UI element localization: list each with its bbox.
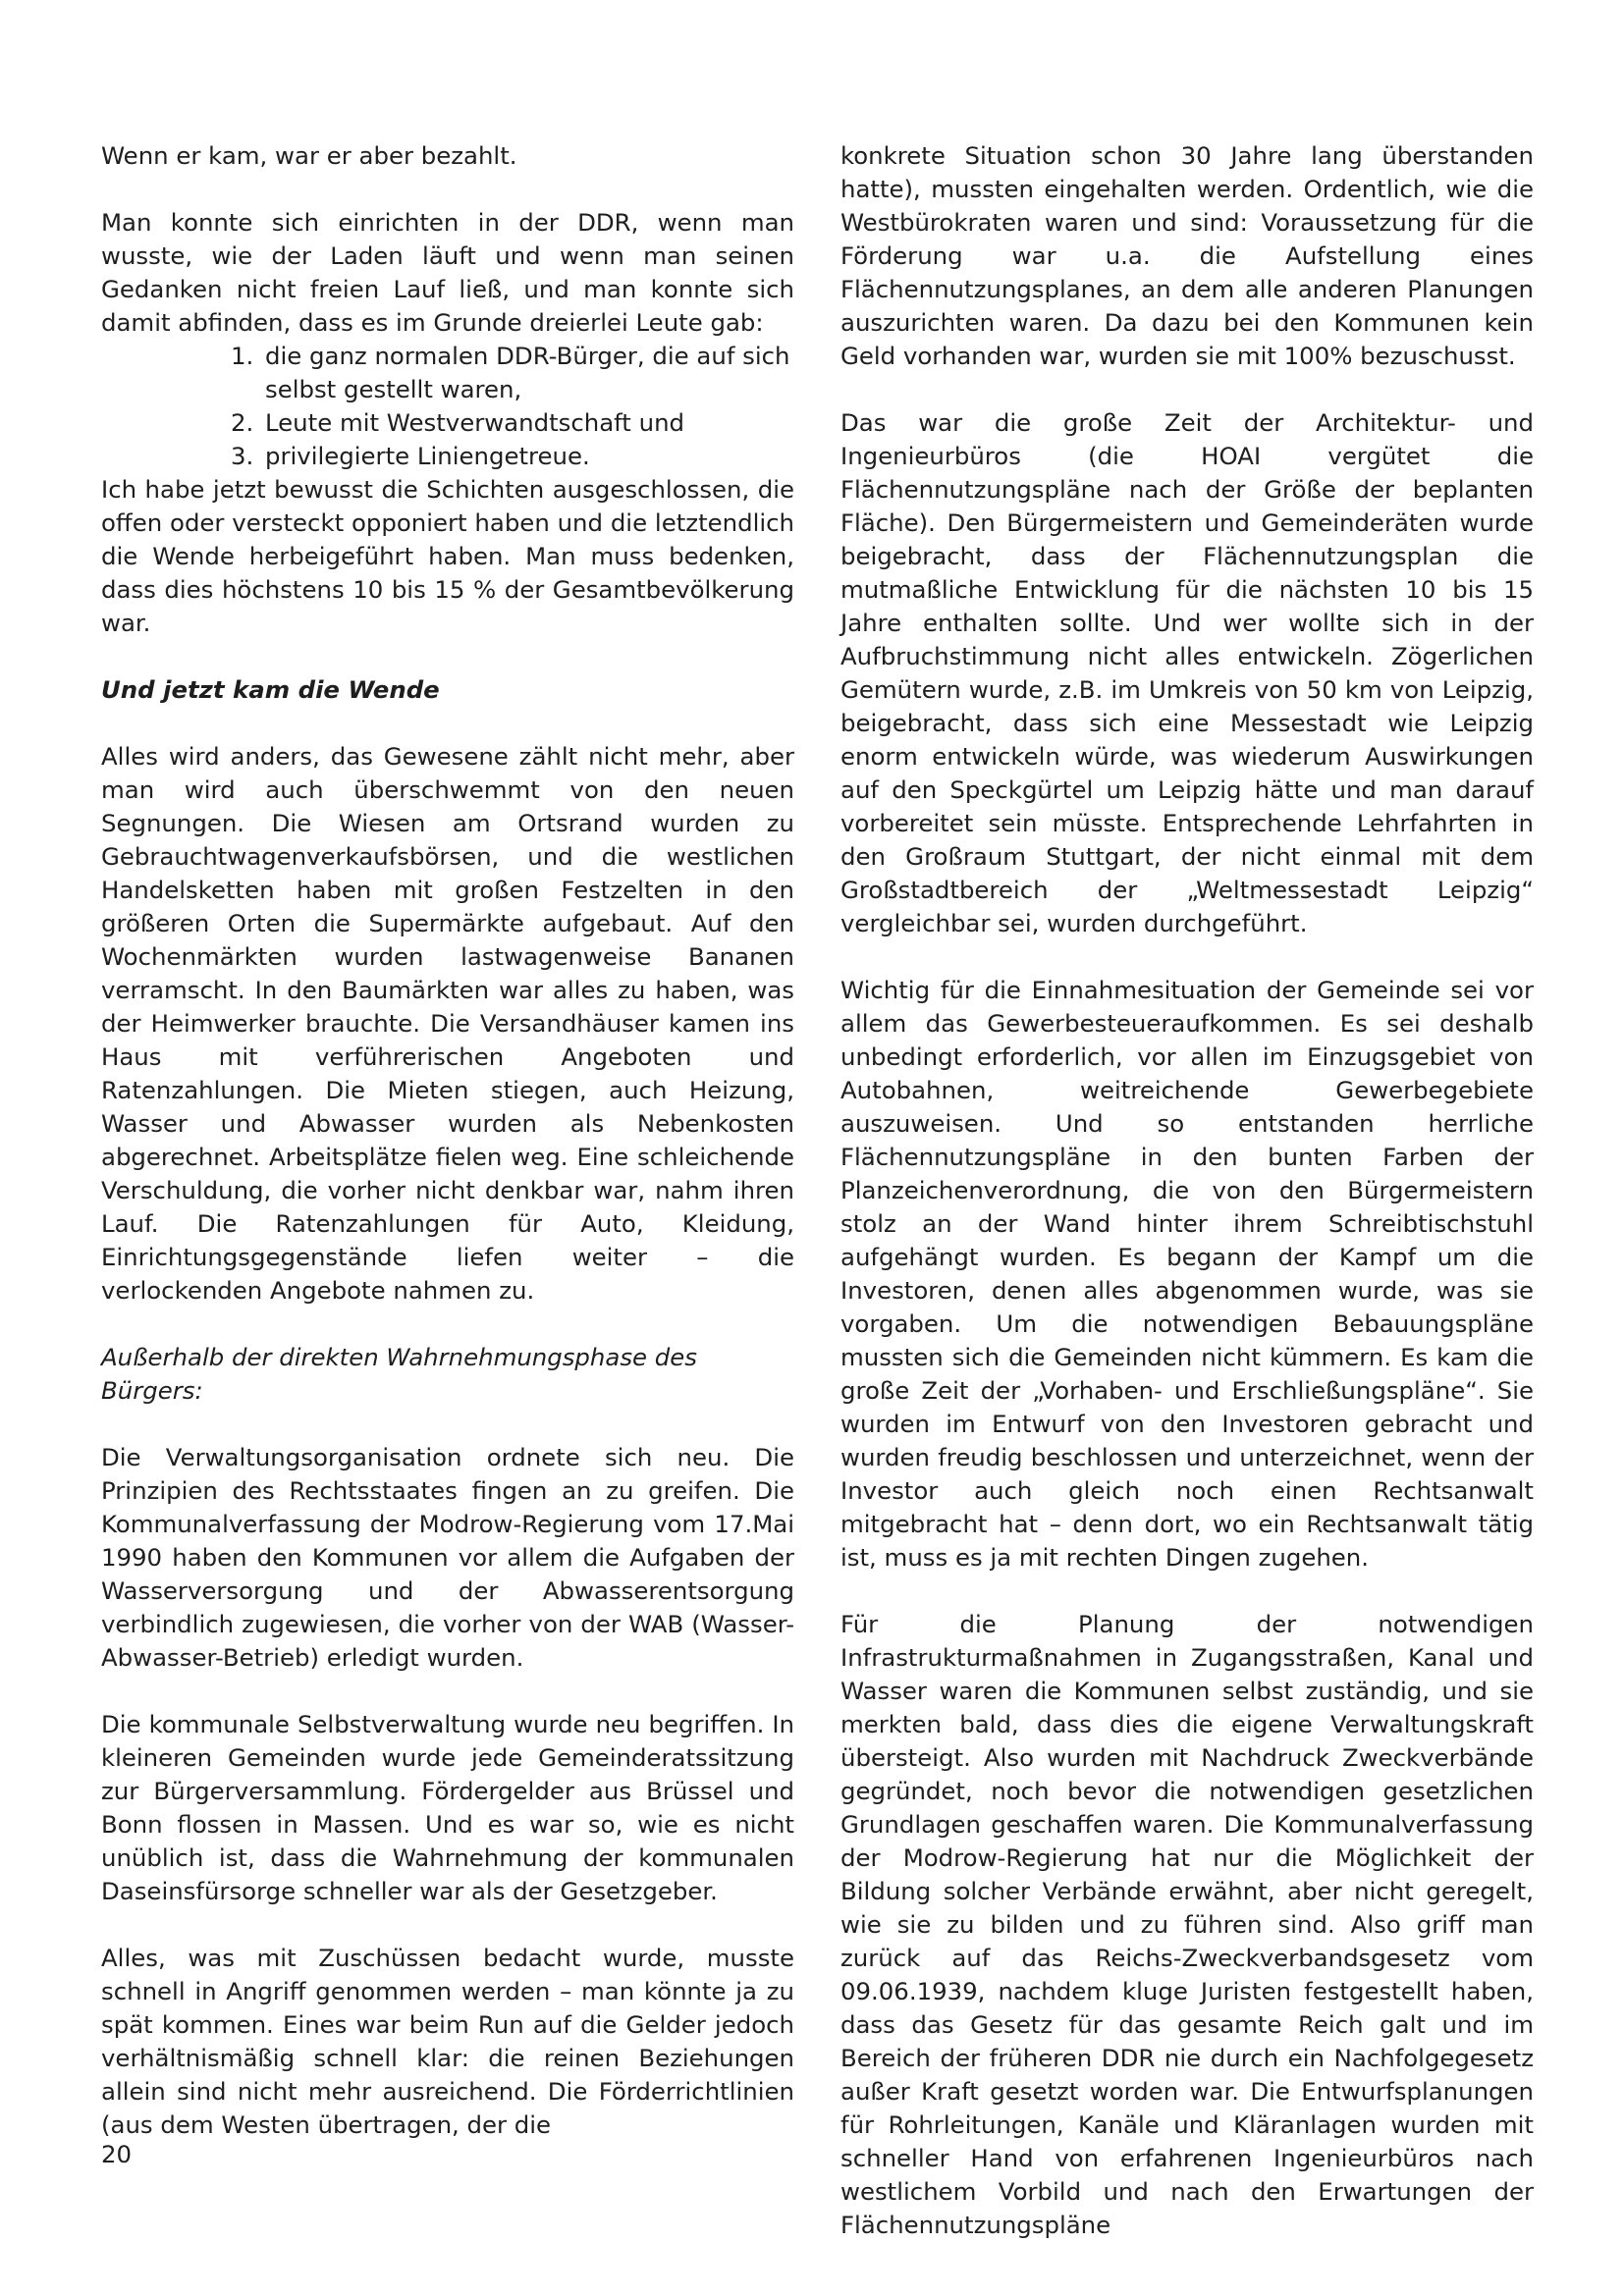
list-item bbox=[231, 340, 794, 406]
subheading: Außerhalb der direkten Wahrnehmungsphase des Bürgers: bbox=[101, 1343, 697, 1405]
paragraph: Alles, was mit Zuschüssen bedacht wurde, musste schnell in Angriff genommen werden – man könnte ja zu spät kommen. Eines war beim Run auf die Gelder jedoch verhältnismäßig schnell klar: die reinen Beziehungen allein sind nicht mehr ausreichend. Die Förderrichtlinien (aus dem Westen übertragen, der die bbox=[101, 1944, 794, 2139]
paragraph: Alles wird anders, das Gewesene zählt nicht mehr, aber man wird auch überschwemmt von den neuen Segnungen. Die Wiesen am Ortsrand wurden zu Gebrauchtwagenverkaufsbörsen, und die westlichen Handelsketten haben mit großen Festzelten in den größeren Orten die Supermärkte aufgebaut. Auf den Wochenmärkten wurden lastwagenweise Bananen verramscht. In den Baumärkten war alles zu haben, was der Heimwerker brauchte. Die Versandhäuser kamen ins Haus mit verführerischen Angeboten und Ratenzahlungen. Die Mieten stiegen, auch Heizung, Wasser und Abwasser wurden als Nebenkosten abgerechnet. Arbeitsplätze fielen weg. Eine schleichende Verschuldung, die vorher nicht denkbar war, nahm ihren Lauf. Die Ratenzahlungen für Auto, Kleidung, Einrichtungsgegenstände liefen weiter – die verlockenden Angebote nahmen zu. bbox=[101, 742, 794, 1305]
list-text: Leute mit Westverwandtschaft und bbox=[265, 408, 685, 437]
list-item bbox=[231, 406, 794, 440]
left-column bbox=[101, 139, 794, 2142]
paragraph: Wichtig für die Einnahmesituation der Gemeinde sei vor allem das Gewerbesteueraufkommen. Es sei deshalb unbedingt erforderlich, vor allen im Einzugsgebiet von Autobahnen, weitreichende Gewerbegebiete auszuweisen. Und so entstanden herrliche Flächennutzungspläne in den bunten Farben der Planzeichenverordnung, die von den Bürgermeistern stolz an der Wand hinter ihrem Schreibtischstuhl aufgehängt wurden. Es begann der Kampf um die Investoren, denen alles abgenommen wurde, was sie vorgaben. Um die notwendigen Bebauungspläne mussten sich die Gemeinden nicht kümmern. Es kam die große Zeit der „Vorhaben- und Erschließungspläne“. Sie wurden im Entwurf von den Investoren gebracht und wurden freudig beschlossen und unterzeichnet, wenn der Investor auch gleich noch einen Rechtsanwalt mitgebracht hat – denn dort, wo ein Rechtsanwalt tätig ist, muss es ja mit rechten Dingen zugehen. bbox=[840, 976, 1534, 1572]
paragraph: Die Verwaltungsorganisation ordnete sich neu. Die Prinzipien des Rechtsstaates fingen an zu greifen. Die Kommunalverfassung der Modrow-Regierung vom 17.Mai 1990 haben den Kommunen vor allem die Aufgaben der Wasserversorgung und der Abwasserentsorgung verbindlich zugewiesen, die vorher von der WAB (Wasser-Abwasser-Betrieb) erledigt wurden. bbox=[101, 1443, 794, 1672]
paragraph: Ich habe jetzt bewusst die Schichten ausgeschlossen, die offen oder versteckt opponiert haben und die letztendlich die Wende herbeigeführt haben. Man muss bedenken, dass dies höchstens 10 bis 15 % der Gesamtbevölkerung war. bbox=[101, 475, 794, 637]
page-number: 20 bbox=[101, 2140, 133, 2168]
list-text: die ganz normalen DDR-Bürger, die auf sich selbst gestellt waren, bbox=[265, 342, 790, 403]
right-column bbox=[840, 139, 1534, 2242]
paragraph: Für die Planung der notwendigen Infrastrukturmaßnahmen in Zugangsstraßen, Kanal und Wasser waren die Kommunen selbst zuständig, und sie merkten bald, dass dies die eigene Verwaltungskraft übersteigt. Also wurden mit Nachdruck Zweckverbände gegründet, noch bevor die notwendigen gesetzlichen Grundlagen geschaffen waren. Die Kommunalverfassung der Modrow-Regierung hat nur die Möglichkeit der Bildung solcher Verbände erwähnt, aber nicht geregelt, wie sie zu bilden und zu führen sind. Also griff man zurück auf das Reichs-Zweckverbandsgesetz vom 09.06.1939, nachdem kluge Juristen festgestellt haben, dass das Gesetz für das gesamte Reich galt und im Bereich der früheren DDR nie durch ein Nachfolgegesetz außer Kraft gesetzt worden war. Die Entwurfsplanungen für Rohrleitungen, Kanäle und Kläranlagen wurden mit schneller Hand von erfahrenen Ingenieurbüros nach westlichem Vorbild und nach den Erwartungen der Flächennutzungspläne bbox=[840, 1610, 1534, 2239]
paragraph: Die kommunale Selbstverwaltung wurde neu begriffen. In kleineren Gemeinden wurde jede Gemeinderatssitzung zur Bürgerversammlung. Fördergelder aus Brüssel und Bonn flossen in Massen. Und es war so, wie es nicht unüblich ist, dass die Wahrnehmung der kommunalen Daseinsfürsorge schneller war als der Gesetzgeber. bbox=[101, 1710, 794, 1905]
paragraph: Das war die große Zeit der Architektur- und Ingenieurbüros (die HOAI vergütet die Flächennutzungspläne nach der Größe der beplanten Fläche). Den Bürgermeistern und Gemeinderäten wurde beigebracht, dass der Flächennutzungsplan die mutmaßliche Entwicklung für die nächsten 10 bis 15 Jahre enthalten sollte. Und wer wollte sich in der Aufbruchstimmung nicht alles entwickeln. Zögerlichen Gemütern wurde, z.B. im Umkreis von 50 km von Leipzig, beigebracht, dass sich eine Messestadt wie Leipzig enorm entwickeln würde, was wiederum Auswirkungen auf den Speckgürtel um Leipzig hätte und man darauf vorbereitet sein müsste. Entsprechende Lehrfahrten in den Großraum Stuttgart, der nicht einmal mit dem Großstadtbereich der „Weltmessestadt Leipzig“ vergleichbar sei, wurden durchgeführt. bbox=[840, 408, 1534, 937]
enumerated-list bbox=[101, 340, 794, 473]
list-number: 3. bbox=[231, 442, 254, 470]
list-number: 2. bbox=[231, 408, 254, 437]
list-number: 1. bbox=[231, 342, 254, 370]
list-item bbox=[231, 440, 794, 473]
list-text: privilegierte Liniengetreue. bbox=[265, 442, 590, 470]
paragraph: Man konnte sich einrichten in der DDR, wenn man wusste, wie der Laden läuft und wenn man seinen Gedanken nicht freien Lauf ließ, und man konnte sich damit abfinden, dass es im Grunde dreierlei Leute gab: bbox=[101, 208, 794, 337]
section-heading: Und jetzt kam die Wende bbox=[101, 675, 440, 704]
paragraph: konkrete Situation schon 30 Jahre lang überstanden hatte), mussten eingehalten werden. Ordentlich, wie die Westbürokraten waren und sind: Voraussetzung für die Förderung war u.a. die Aufstellung eines Flächennutzungsplanes, an dem alle anderen Planungen auszurichten waren. Da dazu bei den Kommunen kein Geld vorhanden war, wurden sie mit 100% bezuschusst. bbox=[840, 141, 1534, 370]
paragraph: Wenn er kam, war er aber bezahlt. bbox=[101, 141, 517, 170]
